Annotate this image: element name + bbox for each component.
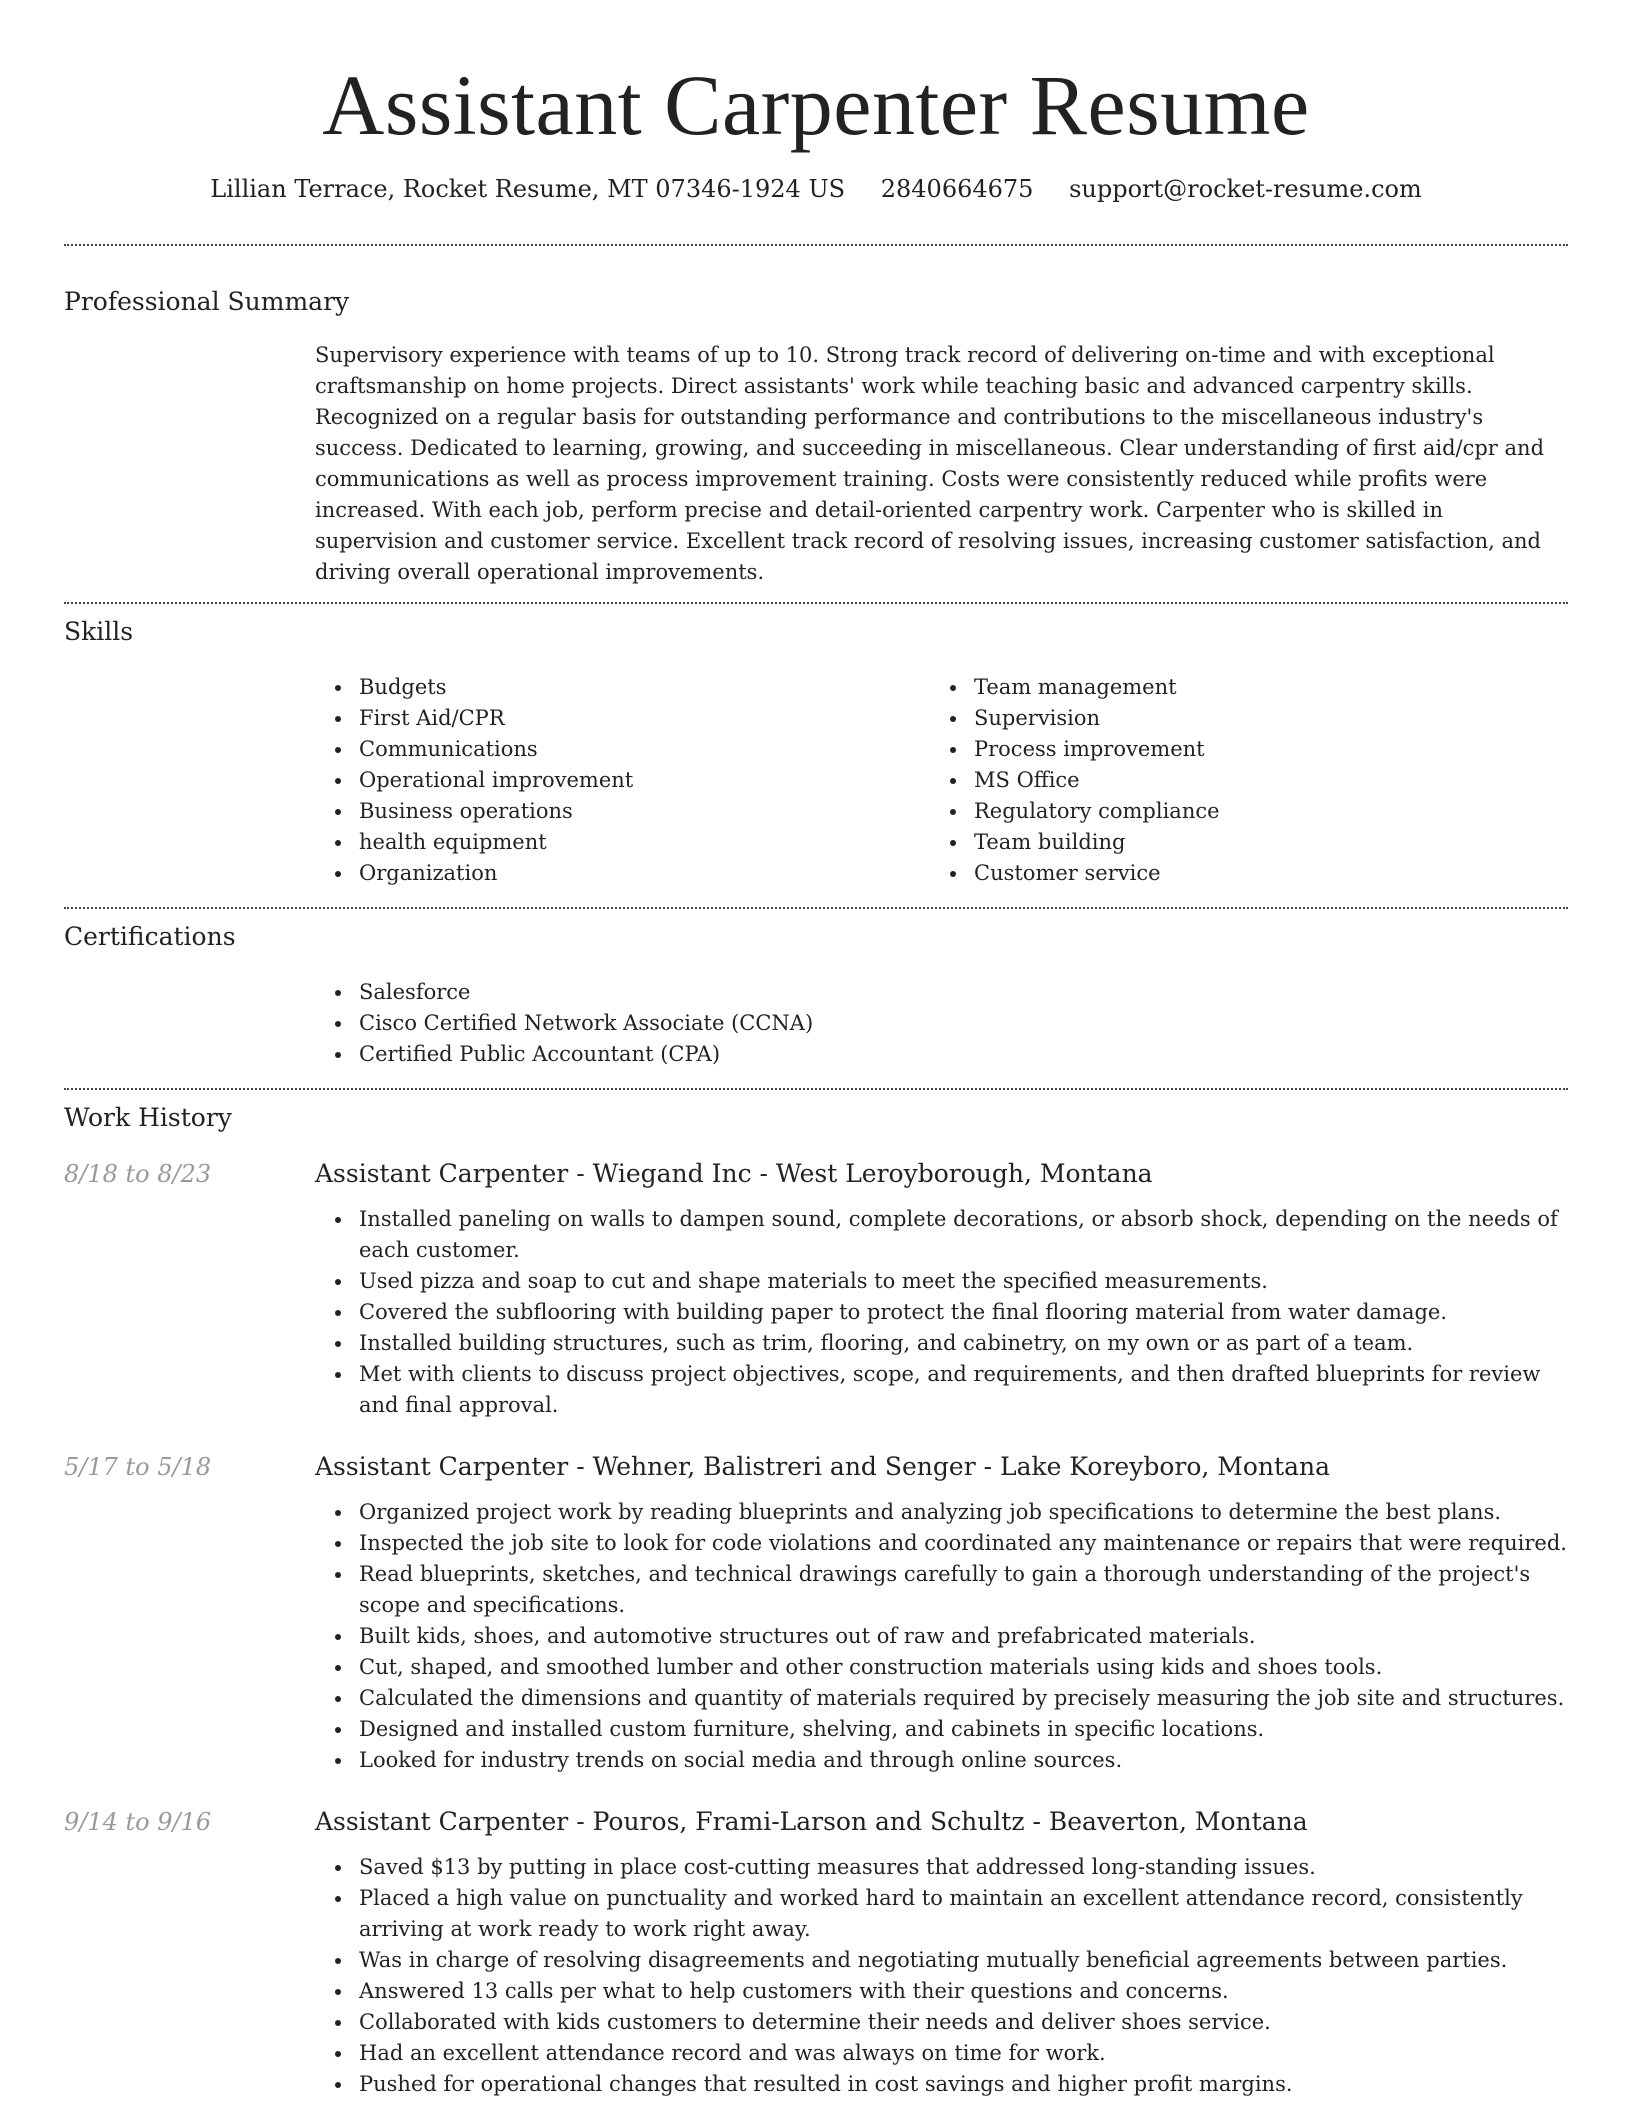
job-entry (64, 1158, 1568, 1421)
job-bullet: Inspected the job site to look for code violations and coordinated any maintenance or repairs that were required. (315, 1528, 1568, 1559)
job-bullet: Answered 13 calls per what to help customers with their questions and concerns. (315, 1976, 1568, 2007)
job-bullet: Used pizza and soap to cut and shape materials to meet the specified measurements. (315, 1266, 1568, 1297)
job-bullet: Installed building structures, such as trim, flooring, and cabinetry, on my own or as part of a team. (315, 1328, 1568, 1359)
skill-item: Customer service (930, 858, 1545, 889)
certifications-list (315, 977, 1568, 1070)
divider (64, 244, 1568, 246)
job-dates: 5/17 to 5/18 (64, 1453, 212, 1481)
job-header (64, 1806, 1568, 1838)
section-title-summary: Professional Summary (64, 287, 350, 316)
job-bullet: Was in charge of resolving disagreements and negotiating mutually beneficial agreements between parties. (315, 1945, 1568, 1976)
job-bullets (315, 1497, 1568, 1776)
skill-item: Regulatory compliance (930, 796, 1545, 827)
skill-item: Organization (315, 858, 930, 889)
job-bullet: Calculated the dimensions and quantity of materials required by precisely measuring the job site and structures. (315, 1683, 1568, 1714)
certification-item: Cisco Certified Network Associate (CCNA) (315, 1008, 1568, 1039)
job-bullet: Looked for industry trends on social media and through online sources. (315, 1745, 1568, 1776)
job-entry (64, 1806, 1568, 2100)
job-bullet: Placed a high value on punctuality and worked hard to maintain an excellent attendance record, consistently arriving at work ready to work right away. (315, 1883, 1568, 1945)
job-bullet: Organized project work by reading blueprints and analyzing job specifications to determine the best plans. (315, 1497, 1568, 1528)
job-dates: 8/18 to 8/23 (64, 1160, 212, 1188)
job-title: Assistant Carpenter - Pouros, Frami-Larson and Schultz - Beaverton, Montana (315, 1807, 1308, 1836)
resume-page (64, 0, 1568, 2100)
skill-item: Process improvement (930, 734, 1545, 765)
job-title: Assistant Carpenter - Wehner, Balistreri and Senger - Lake Koreyboro, Montana (315, 1452, 1330, 1481)
job-bullet: Cut, shaped, and smoothed lumber and other construction materials using kids and shoes tools. (315, 1652, 1568, 1683)
certification-item: Certified Public Accountant (CPA) (315, 1039, 1568, 1070)
job-title: Assistant Carpenter - Wiegand Inc - West Leroyborough, Montana (315, 1159, 1153, 1188)
divider (64, 1088, 1568, 1090)
job-bullet: Collaborated with kids customers to determine their needs and deliver shoes service. (315, 2007, 1568, 2038)
contact-email: support@rocket-resume.com (1069, 175, 1422, 203)
skill-item: Budgets (315, 672, 930, 703)
skills-list (315, 672, 1568, 889)
job-header (64, 1158, 1568, 1190)
job-dates: 9/14 to 9/16 (64, 1808, 212, 1836)
skill-item: Communications (315, 734, 930, 765)
section-title-certifications: Certifications (64, 922, 236, 951)
section-title-work-history: Work History (64, 1103, 232, 1132)
skill-item: Team building (930, 827, 1545, 858)
contact-line (64, 172, 1568, 206)
resume-title: Assistant Carpenter Resume (322, 57, 1310, 153)
job-bullet: Designed and installed custom furniture, shelving, and cabinets in specific locations. (315, 1714, 1568, 1745)
skills-column-left (315, 672, 930, 889)
skill-item: MS Office (930, 765, 1545, 796)
skill-item: Team management (930, 672, 1545, 703)
skill-item: Operational improvement (315, 765, 930, 796)
job-bullet: Had an excellent attendance record and was always on time for work. (315, 2038, 1568, 2069)
skill-item: First Aid/CPR (315, 703, 930, 734)
job-bullet: Pushed for operational changes that resulted in cost savings and higher profit margins. (315, 2069, 1568, 2100)
job-bullet: Covered the subflooring with building paper to protect the final flooring material from water damage. (315, 1297, 1568, 1328)
skill-item: Supervision (930, 703, 1545, 734)
job-bullets (315, 1204, 1568, 1421)
divider (64, 907, 1568, 909)
certification-item: Salesforce (315, 977, 1568, 1008)
job-bullet: Installed paneling on walls to dampen sound, complete decorations, or absorb shock, depending on the needs of each customer. (315, 1204, 1568, 1266)
job-bullet: Met with clients to discuss project objectives, scope, and requirements, and then drafted blueprints for review and final approval. (315, 1359, 1568, 1421)
contact-phone: 2840664675 (880, 175, 1034, 203)
contact-address: Lillian Terrace, Rocket Resume, MT 07346-1924 US (210, 175, 846, 203)
job-header (64, 1451, 1568, 1483)
job-bullet: Built kids, shoes, and automotive structures out of raw and prefabricated materials. (315, 1621, 1568, 1652)
job-bullet: Saved $13 by putting in place cost-cutting measures that addressed long-standing issues. (315, 1852, 1568, 1883)
skill-item: health equipment (315, 827, 930, 858)
section-title-skills: Skills (64, 617, 134, 646)
skill-item: Business operations (315, 796, 930, 827)
job-bullets (315, 1852, 1568, 2100)
skills-column-right (930, 672, 1545, 889)
job-entry (64, 1451, 1568, 1776)
summary-text: Supervisory experience with teams of up to 10. Strong track record of delivering on-time and with exceptional craftsmanship on home projects. Direct assistants' work while teaching basic and advanced carpentry skills. Recognized on a regular basis for outstanding performance and contributions to the miscellaneous industry's success. Dedicated to learning, growing, and succeeding in miscellaneous. Clear understanding of first aid/cpr and communications as well as process improvement training. Costs were consistently reduced while profits were increased. With each job, perform precise and detail-oriented carpentry work. Carpenter who is skilled in supervision and customer service. Excellent track record of resolving issues, increasing customer satisfaction, and driving overall operational improvements. (315, 343, 1545, 584)
divider (64, 602, 1568, 604)
job-bullet: Read blueprints, sketches, and technical drawings carefully to gain a thorough understanding of the project's scope and specifications. (315, 1559, 1568, 1621)
